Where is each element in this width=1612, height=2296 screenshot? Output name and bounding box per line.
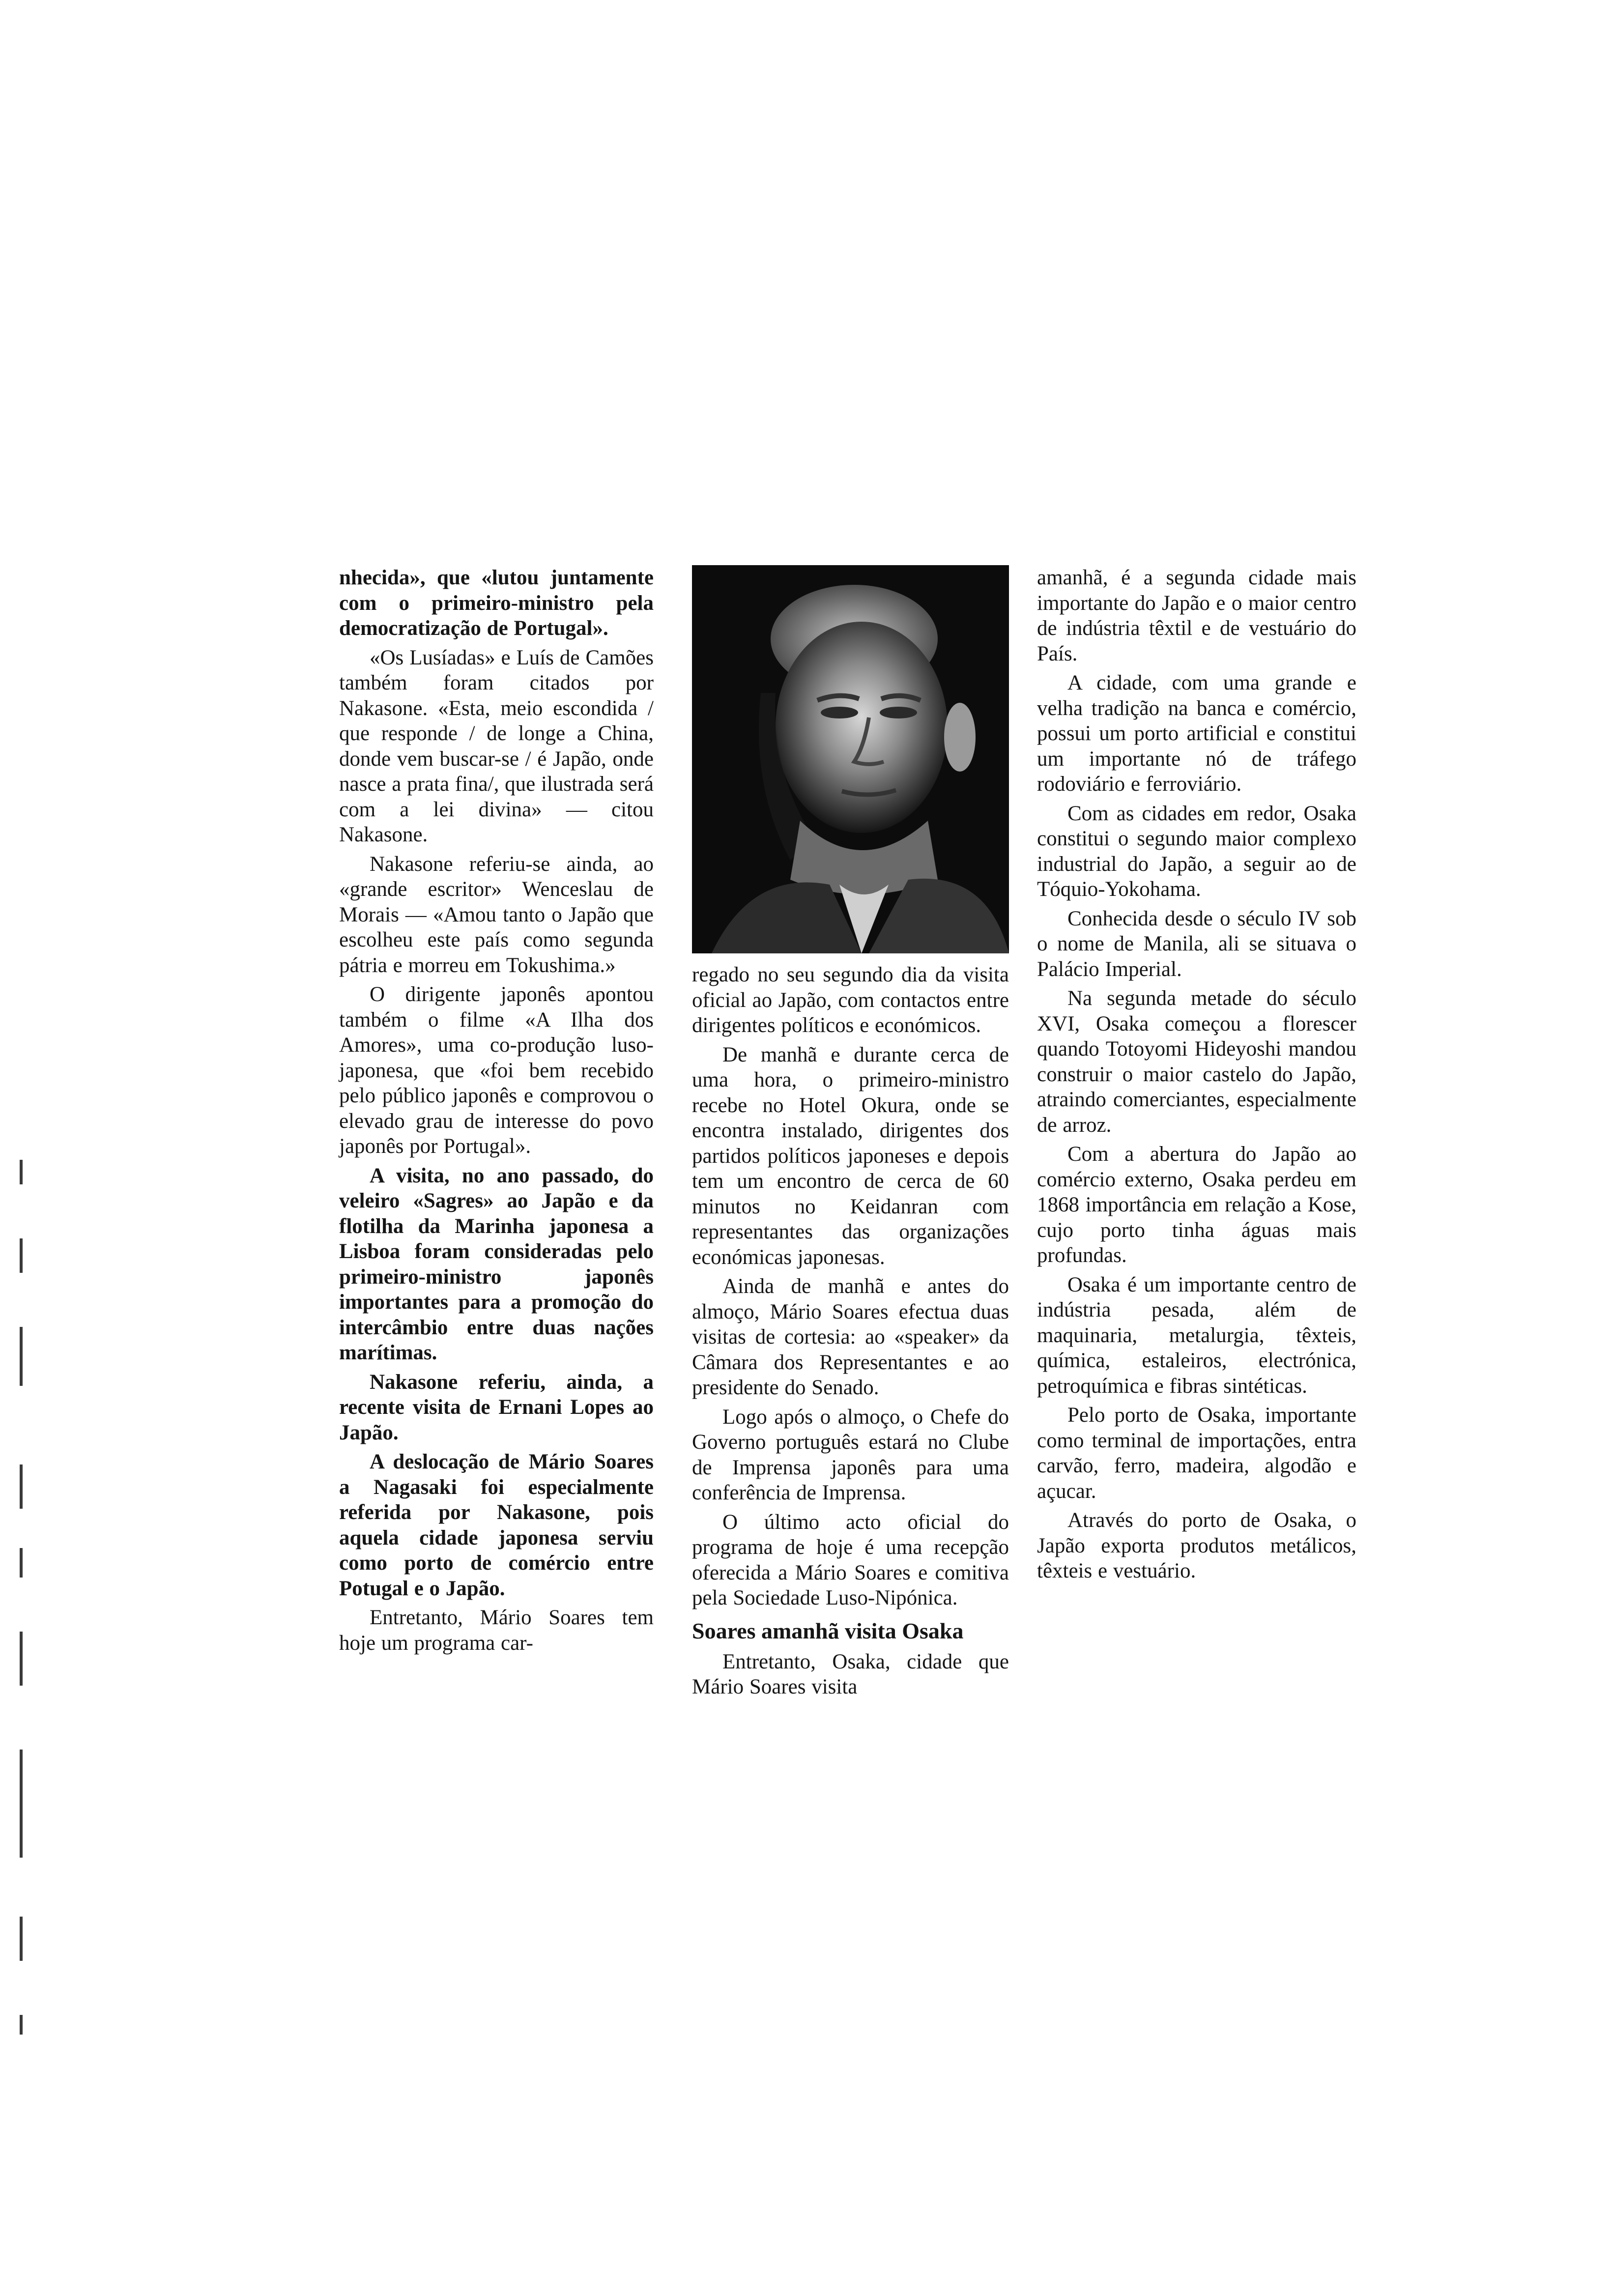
paragraph: Com a abertura do Japão ao comércio externo, Osaka perdeu em 1868 importância em relação a Kose, cujo porto tinha águas mais profundas. [1037,1143,1356,1267]
paragraph: Entretanto, Mário Soares tem hoje um programa car- [339,1606,654,1655]
scan-margin-mark [20,2015,23,2035]
article-column-2 [692,565,1009,1704]
paragraph: Conhecida desde o século IV sob o nome de Manila, ali se situava o Palácio Imperial. [1037,907,1356,981]
portrait-image [692,565,1009,953]
paragraph: Na segunda metade do século XVI, Osaka começou a florescer quando Totoyomi Hideyoshi mandou construir o maior castelo do Japão, atraindo comerciantes, especialmente de arroz. [1037,987,1356,1137]
scan-margin-mark [20,1632,23,1686]
scan-margin-mark [20,1464,23,1509]
paragraph: Logo após o almoço, o Chefe do Governo português estará no Clube de Imprensa japonês para uma conferência de Imprensa. [692,1405,1009,1504]
paragraph: Ainda de manhã e antes do almoço, Mário Soares efectua duas visitas de cortesia: ao «speaker» da Câmara dos Representantes e ao presidente do Senado. [692,1275,1009,1399]
paragraph: Pelo porto de Osaka, importante como terminal de importações, entra carvão, ferro, madeira, algodão e açucar. [1037,1404,1356,1503]
paragraph: Nakasone referiu, ainda, a recente visita de Ernani Lopes ao Japão. [339,1370,654,1444]
paragraph: Osaka é um importante centro de indústria pesada, além de maquinaria, metalurgia, têxteis, química, estaleiros, electrónica, petroquímica e fibras sintéticas. [1037,1273,1356,1398]
subheading: Soares amanhã visita Osaka [692,1618,964,1643]
article-column-3 [1037,565,1356,1588]
scan-margin-mark [20,1160,23,1184]
paragraph: O último acto oficial do programa de hoje é uma recepção oferecida a Mário Soares e comitiva pela Sociedade Luso-Nipónica. [692,1510,1009,1609]
paragraph: A deslocação de Mário Soares a Nagasaki foi especialmente referida por Nakasone, pois aquela cidade japonesa serviu como porto de comércio entre Potugal e o Japão. [339,1450,654,1600]
paragraph: amanhã, é a segunda cidade mais importante do Japão e o maior centro de indústria têxtil e de vestuário do País. [1037,566,1356,665]
paragraph: Nakasone referiu-se ainda, ao «grande escritor» Wenceslau de Morais — «Amou tanto o Japão que escolheu este país como segunda pátria e morreu em Tokushima.» [339,852,654,977]
scan-margin-mark [20,1548,23,1578]
paragraph: A cidade, com uma grande e velha tradição na banca e comércio, possui um porto artificial e constitui um importante nó de tráfego rodoviário e ferroviário. [1037,671,1356,796]
article-column-1 [339,565,654,1660]
paragraph: regado no seu segundo dia da visita oficial ao Japão, com contactos entre dirigentes políticos e económicos. [692,963,1009,1037]
paragraph: Com as cidades em redor, Osaka constitui o segundo maior complexo industrial do Japão, a seguir ao de Tóquio-Yokohama. [1037,802,1356,901]
paragraph: De manhã e durante cerca de uma hora, o primeiro-ministro recebe no Hotel Okura, onde se encontra instalado, dirigentes dos partidos políticos japoneses e depois tem um encontro de cerca de 60 minutos no Keidanran com representantes das organizações económicas japonesas. [692,1043,1009,1269]
scan-margin-mark [20,1917,23,1961]
paragraph: Através do porto de Osaka, o Japão exporta produtos metálicos, têxteis e vestuário. [1037,1509,1356,1582]
paragraph: A visita, no ano passado, do veleiro «Sagres» ao Japão e da flotilha da Marinha japonesa a Lisboa foram consideradas pelo primeiro-ministro japonês importantes para a promoção do intercâmbio entre duas nações marítimas. [339,1164,654,1364]
portrait-photo [692,565,1009,953]
scan-margin-mark [20,1750,23,1858]
paragraph: O dirigente japonês apontou também o filme «A Ilha dos Amores», uma co-produção luso-japonesa, que «foi bem recebido pelo público japonês e comprovou o elevado grau de interesse do povo japonês por Portugal». [339,983,654,1158]
paragraph: nhecida», que «lutou juntamente com o primeiro-ministro pela democratização de Portugal». [339,566,654,640]
paragraph: Entretanto, Osaka, cidade que Mário Soares visita [692,1650,1009,1698]
paragraph: «Os Lusíadas» e Luís de Camões também foram citados por Nakasone. «Esta, meio escondida / que responde / de longe a China, donde vem buscar-se / é Japão, onde nasce a prata fina/, que ilustrada será com a lei divina» — citou Nakasone. [339,646,654,846]
scan-margin-mark [20,1327,23,1386]
scan-margin-mark [20,1238,23,1273]
